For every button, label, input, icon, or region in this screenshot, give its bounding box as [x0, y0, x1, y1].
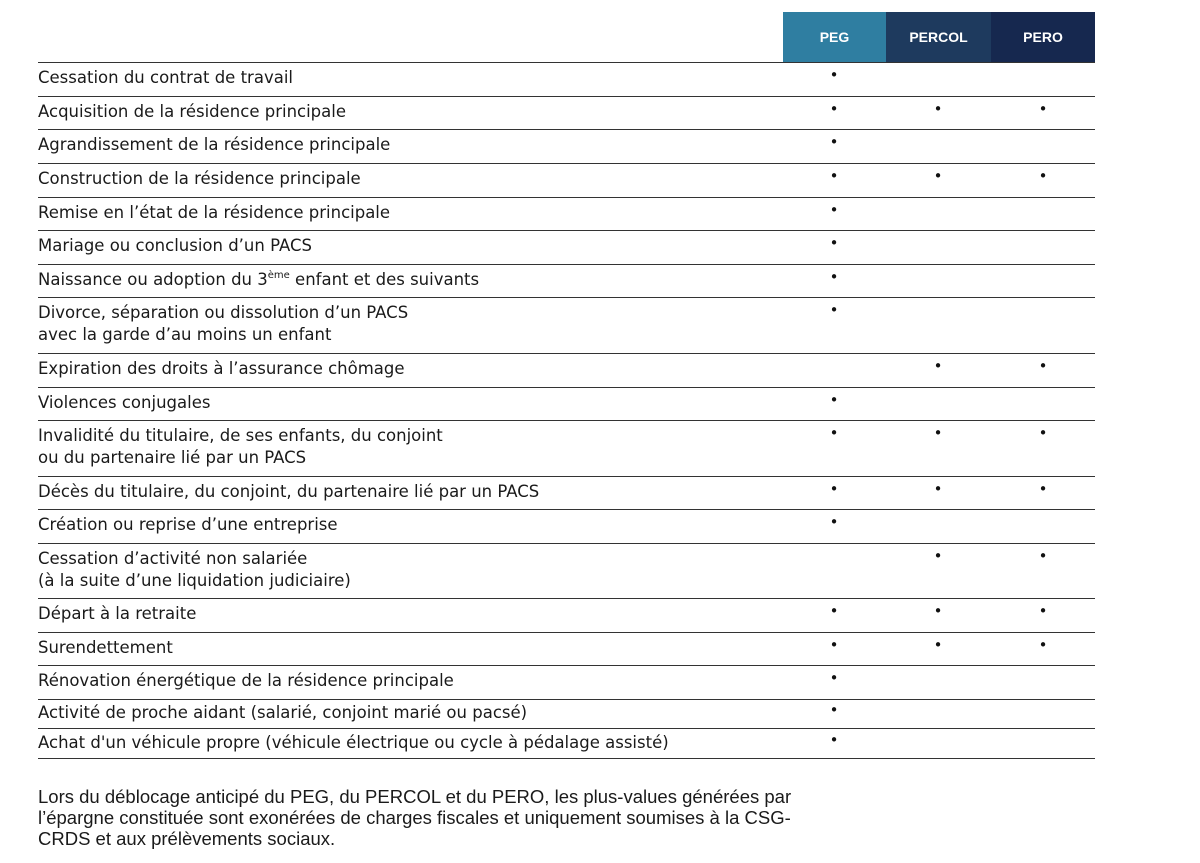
table-row — [38, 699, 1095, 728]
row-label: Départ à la retraite — [38, 604, 197, 623]
peg-mark: • — [829, 731, 839, 749]
table-row — [38, 728, 1095, 759]
row-label: Mariage ou conclusion d’un PACS — [38, 236, 312, 255]
footnote — [38, 786, 1058, 849]
row-label-text: Naissance ou adoption du 3 — [38, 270, 268, 289]
row-label: Acquisition de la résidence principale — [38, 102, 347, 121]
table-row — [38, 197, 1095, 230]
percol-mark: • — [933, 167, 943, 185]
percol-mark: • — [933, 602, 943, 620]
row-label: Agrandissement de la résidence principale — [38, 135, 391, 154]
table-row — [38, 665, 1095, 699]
peg-mark: • — [829, 133, 839, 151]
row-label: Activité de proche aidant (salarié, conjoint marié ou pacsé) — [38, 703, 528, 722]
percol-mark: • — [933, 100, 943, 118]
table-row — [38, 163, 1095, 197]
pero-mark: • — [1038, 480, 1048, 498]
footnote-line: l’épargne constituée sont exonérées de charges fiscales et uniquement soumises à la CSG- — [38, 807, 791, 828]
percol-mark: • — [933, 480, 943, 498]
table-row — [38, 230, 1095, 264]
peg-mark: • — [829, 100, 839, 118]
row-label: Expiration des droits à l’assurance chômage — [38, 359, 405, 378]
table-row — [38, 543, 1095, 598]
column-header-pero: PERO — [991, 12, 1095, 62]
peg-mark: • — [829, 669, 839, 687]
table-row — [38, 62, 1095, 96]
peg-mark: • — [829, 480, 839, 498]
table-row — [38, 632, 1095, 665]
footnote-line: Lors du déblocage anticipé du PEG, du PERCOL et du PERO, les plus-values générées par — [38, 786, 792, 807]
pero-mark: • — [1038, 100, 1048, 118]
peg-mark: • — [829, 424, 839, 442]
pero-mark: • — [1038, 636, 1048, 654]
peg-mark: • — [829, 636, 839, 654]
table-row — [38, 96, 1095, 129]
peg-mark: • — [829, 701, 839, 719]
footnote-line: CRDS et aux prélèvements sociaux. — [38, 828, 336, 849]
row-label-line: Divorce, séparation ou dissolution d’un PACS — [38, 303, 409, 322]
row-label-text: enfant et des suivants — [289, 270, 480, 289]
table-row — [38, 129, 1095, 163]
pero-mark: • — [1038, 167, 1048, 185]
peg-mark: • — [829, 234, 839, 252]
pero-mark: • — [1038, 357, 1048, 375]
table-row — [38, 297, 1095, 353]
table-row — [38, 598, 1095, 632]
row-label-line: Invalidité du titulaire, de ses enfants, du conjoint — [38, 426, 443, 445]
row-label — [38, 302, 798, 346]
peg-mark: • — [829, 66, 839, 84]
table-row — [38, 509, 1095, 543]
peg-mark: • — [829, 268, 839, 286]
row-label: Création ou reprise d’une entreprise — [38, 515, 338, 534]
row-label: Surendettement — [38, 638, 173, 657]
table-row — [38, 387, 1095, 420]
eligibility-table — [38, 62, 1095, 759]
row-label — [38, 425, 798, 469]
row-label: Remise en l’état de la résidence principale — [38, 203, 391, 222]
pero-mark: • — [1038, 424, 1048, 442]
row-label: Cessation du contrat de travail — [38, 68, 293, 87]
table-row — [38, 264, 1095, 297]
peg-mark: • — [829, 513, 839, 531]
row-label-line: avec la garde d’au moins un enfant — [38, 325, 332, 344]
row-label: Achat d'un véhicule propre (véhicule électrique ou cycle à pédalage assisté) — [38, 733, 669, 752]
peg-mark: • — [829, 167, 839, 185]
row-label — [38, 269, 798, 291]
table-row — [38, 476, 1095, 509]
pero-mark: • — [1038, 602, 1048, 620]
peg-mark: • — [829, 391, 839, 409]
row-label — [38, 548, 798, 592]
row-label: Décès du titulaire, du conjoint, du partenaire lié par un PACS — [38, 482, 540, 501]
percol-mark: • — [933, 547, 943, 565]
table-row — [38, 420, 1095, 476]
percol-mark: • — [933, 357, 943, 375]
pero-mark: • — [1038, 547, 1048, 565]
row-label-line: (à la suite d’une liquidation judiciaire) — [38, 571, 351, 590]
ordinal-suffix: ème — [267, 270, 290, 281]
peg-mark: • — [829, 201, 839, 219]
row-label-line: ou du partenaire lié par un PACS — [38, 448, 307, 467]
row-label: Rénovation énergétique de la résidence principale — [38, 671, 454, 690]
row-label: Violences conjugales — [38, 393, 211, 412]
percol-mark: • — [933, 424, 943, 442]
table-row — [38, 353, 1095, 387]
peg-mark: • — [829, 301, 839, 319]
percol-mark: • — [933, 636, 943, 654]
row-label-line: Cessation d’activité non salariée — [38, 549, 308, 568]
peg-mark: • — [829, 602, 839, 620]
column-header-percol: PERCOL — [886, 12, 991, 62]
row-label: Construction de la résidence principale — [38, 169, 361, 188]
column-header-peg: PEG — [783, 12, 886, 62]
